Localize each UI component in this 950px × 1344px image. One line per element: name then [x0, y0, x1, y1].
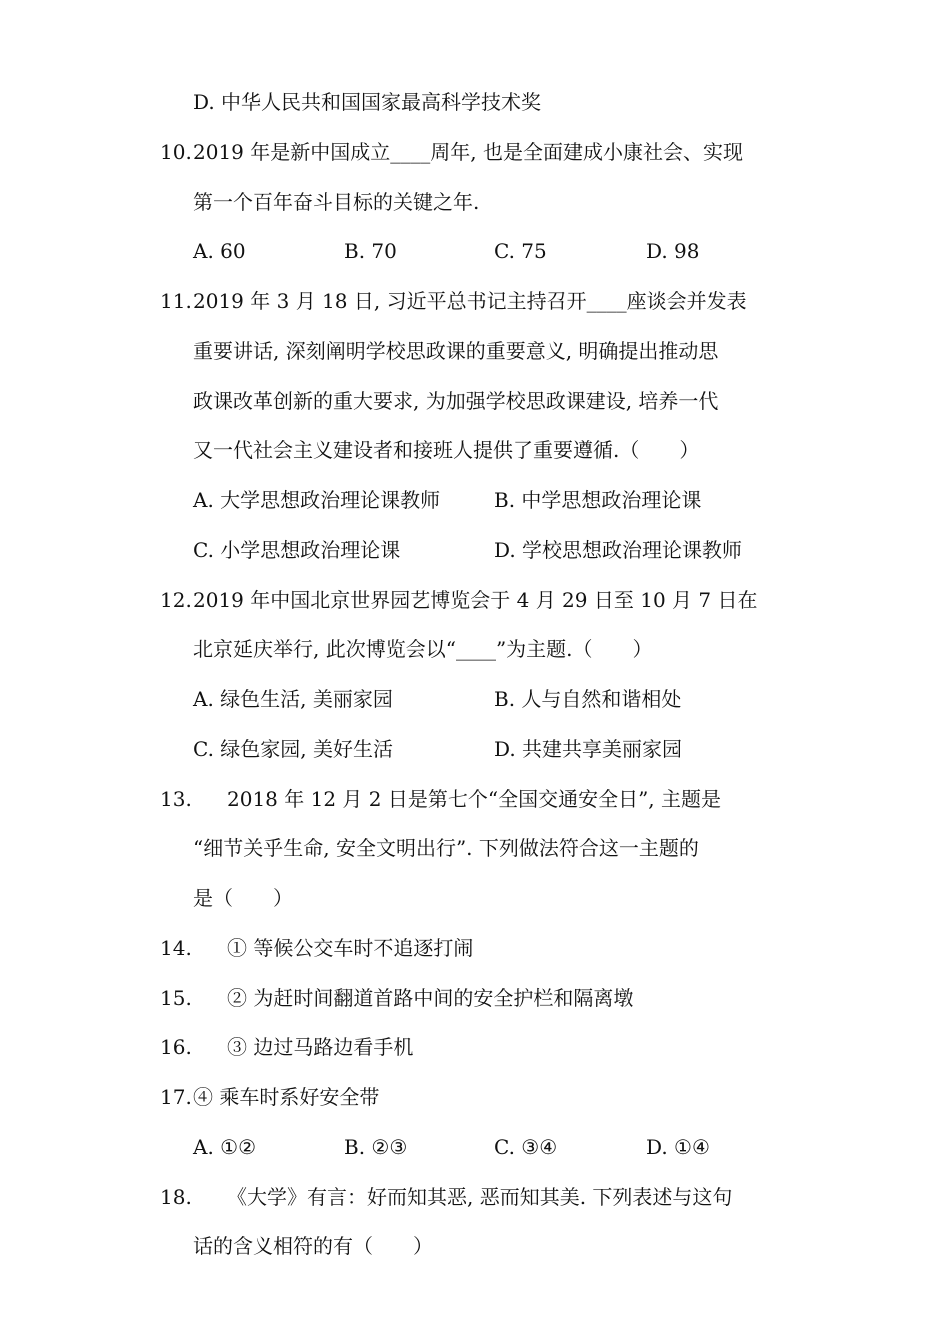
q11-option-c: C. 小学思想政治理论课: [193, 538, 401, 562]
q12-option-d: D. 共建共享美丽家园: [494, 737, 683, 761]
q15-number: 15.: [160, 986, 192, 1010]
q13-number: 13.: [160, 787, 192, 811]
q9-option-d: D. 中华人民共和国国家最高科学技术奖: [193, 90, 542, 114]
q11-line3: 政课改革创新的重大要求, 为加强学校思政课建设, 培养一代: [193, 389, 719, 413]
q16-number: 16.: [160, 1035, 192, 1059]
q10-option-c: C. 75: [494, 239, 547, 263]
q10-line1: 2019 年是新中国成立____周年, 也是全面建成小康社会、实现: [193, 140, 743, 164]
q18-number: 18.: [160, 1185, 192, 1209]
q10-option-a: A. 60: [193, 239, 246, 263]
q17-option-d: D. ①④: [646, 1135, 710, 1159]
q14-text: ① 等候公交车时不追逐打闹: [227, 936, 474, 960]
q15-text: ② 为赶时间翻道首路中间的安全护栏和隔离墩: [227, 986, 634, 1010]
q11-line4: 又一代社会主义建设者和接班人提供了重要遵循.（ ）: [193, 438, 700, 462]
q17-option-b: B. ②③: [344, 1135, 408, 1159]
q14-number: 14.: [160, 936, 192, 960]
q17-option-a: A. ①②: [193, 1135, 257, 1159]
q12-option-a: A. 绿色生活, 美丽家园: [193, 687, 393, 711]
q11-line1: 2019 年 3 月 18 日, 习近平总书记主持召开____座谈会并发表: [193, 289, 747, 313]
q18-line2: 话的含义相符的有（ ）: [193, 1234, 433, 1258]
q11-option-a: A. 大学思想政治理论课教师: [193, 488, 441, 512]
q13-line1: 2018 年 12 月 2 日是第七个“全国交通安全日”, 主题是: [227, 787, 722, 811]
q11-number: 11.: [160, 289, 192, 313]
q12-line2: 北京延庆举行, 此次博览会以“____”为主题.（ ）: [193, 637, 653, 661]
q13-line3: 是（ ）: [193, 886, 293, 910]
q17-text: ④ 乘车时系好安全带: [193, 1085, 380, 1109]
q17-number: 17.: [160, 1085, 192, 1109]
q12-option-c: C. 绿色家园, 美好生活: [193, 737, 394, 761]
q10-line2: 第一个百年奋斗目标的关键之年.: [193, 190, 480, 214]
q10-number: 10.: [160, 140, 192, 164]
q12-option-b: B. 人与自然和谐相处: [494, 687, 682, 711]
q10-option-b: B. 70: [344, 239, 397, 263]
q13-line2: “细节关乎生命, 安全文明出行”. 下列做法符合这一主题的: [193, 836, 699, 860]
q11-option-d: D. 学校思想政治理论课教师: [494, 538, 743, 562]
q12-number: 12.: [160, 588, 192, 612]
q17-option-c: C. ③④: [494, 1135, 558, 1159]
q10-option-d: D. 98: [646, 239, 700, 263]
q18-line1: 《大学》有言：好而知其恶, 恶而知其美. 下列表述与这句: [227, 1185, 733, 1209]
q16-text: ③ 边过马路边看手机: [227, 1035, 414, 1059]
q11-option-b: B. 中学思想政治理论课: [494, 488, 702, 512]
q12-line1: 2019 年中国北京世界园艺博览会于 4 月 29 日至 10 月 7 日在: [193, 588, 758, 612]
q11-line2: 重要讲话, 深刻阐明学校思政课的重要意义, 明确提出推动思: [193, 339, 719, 363]
